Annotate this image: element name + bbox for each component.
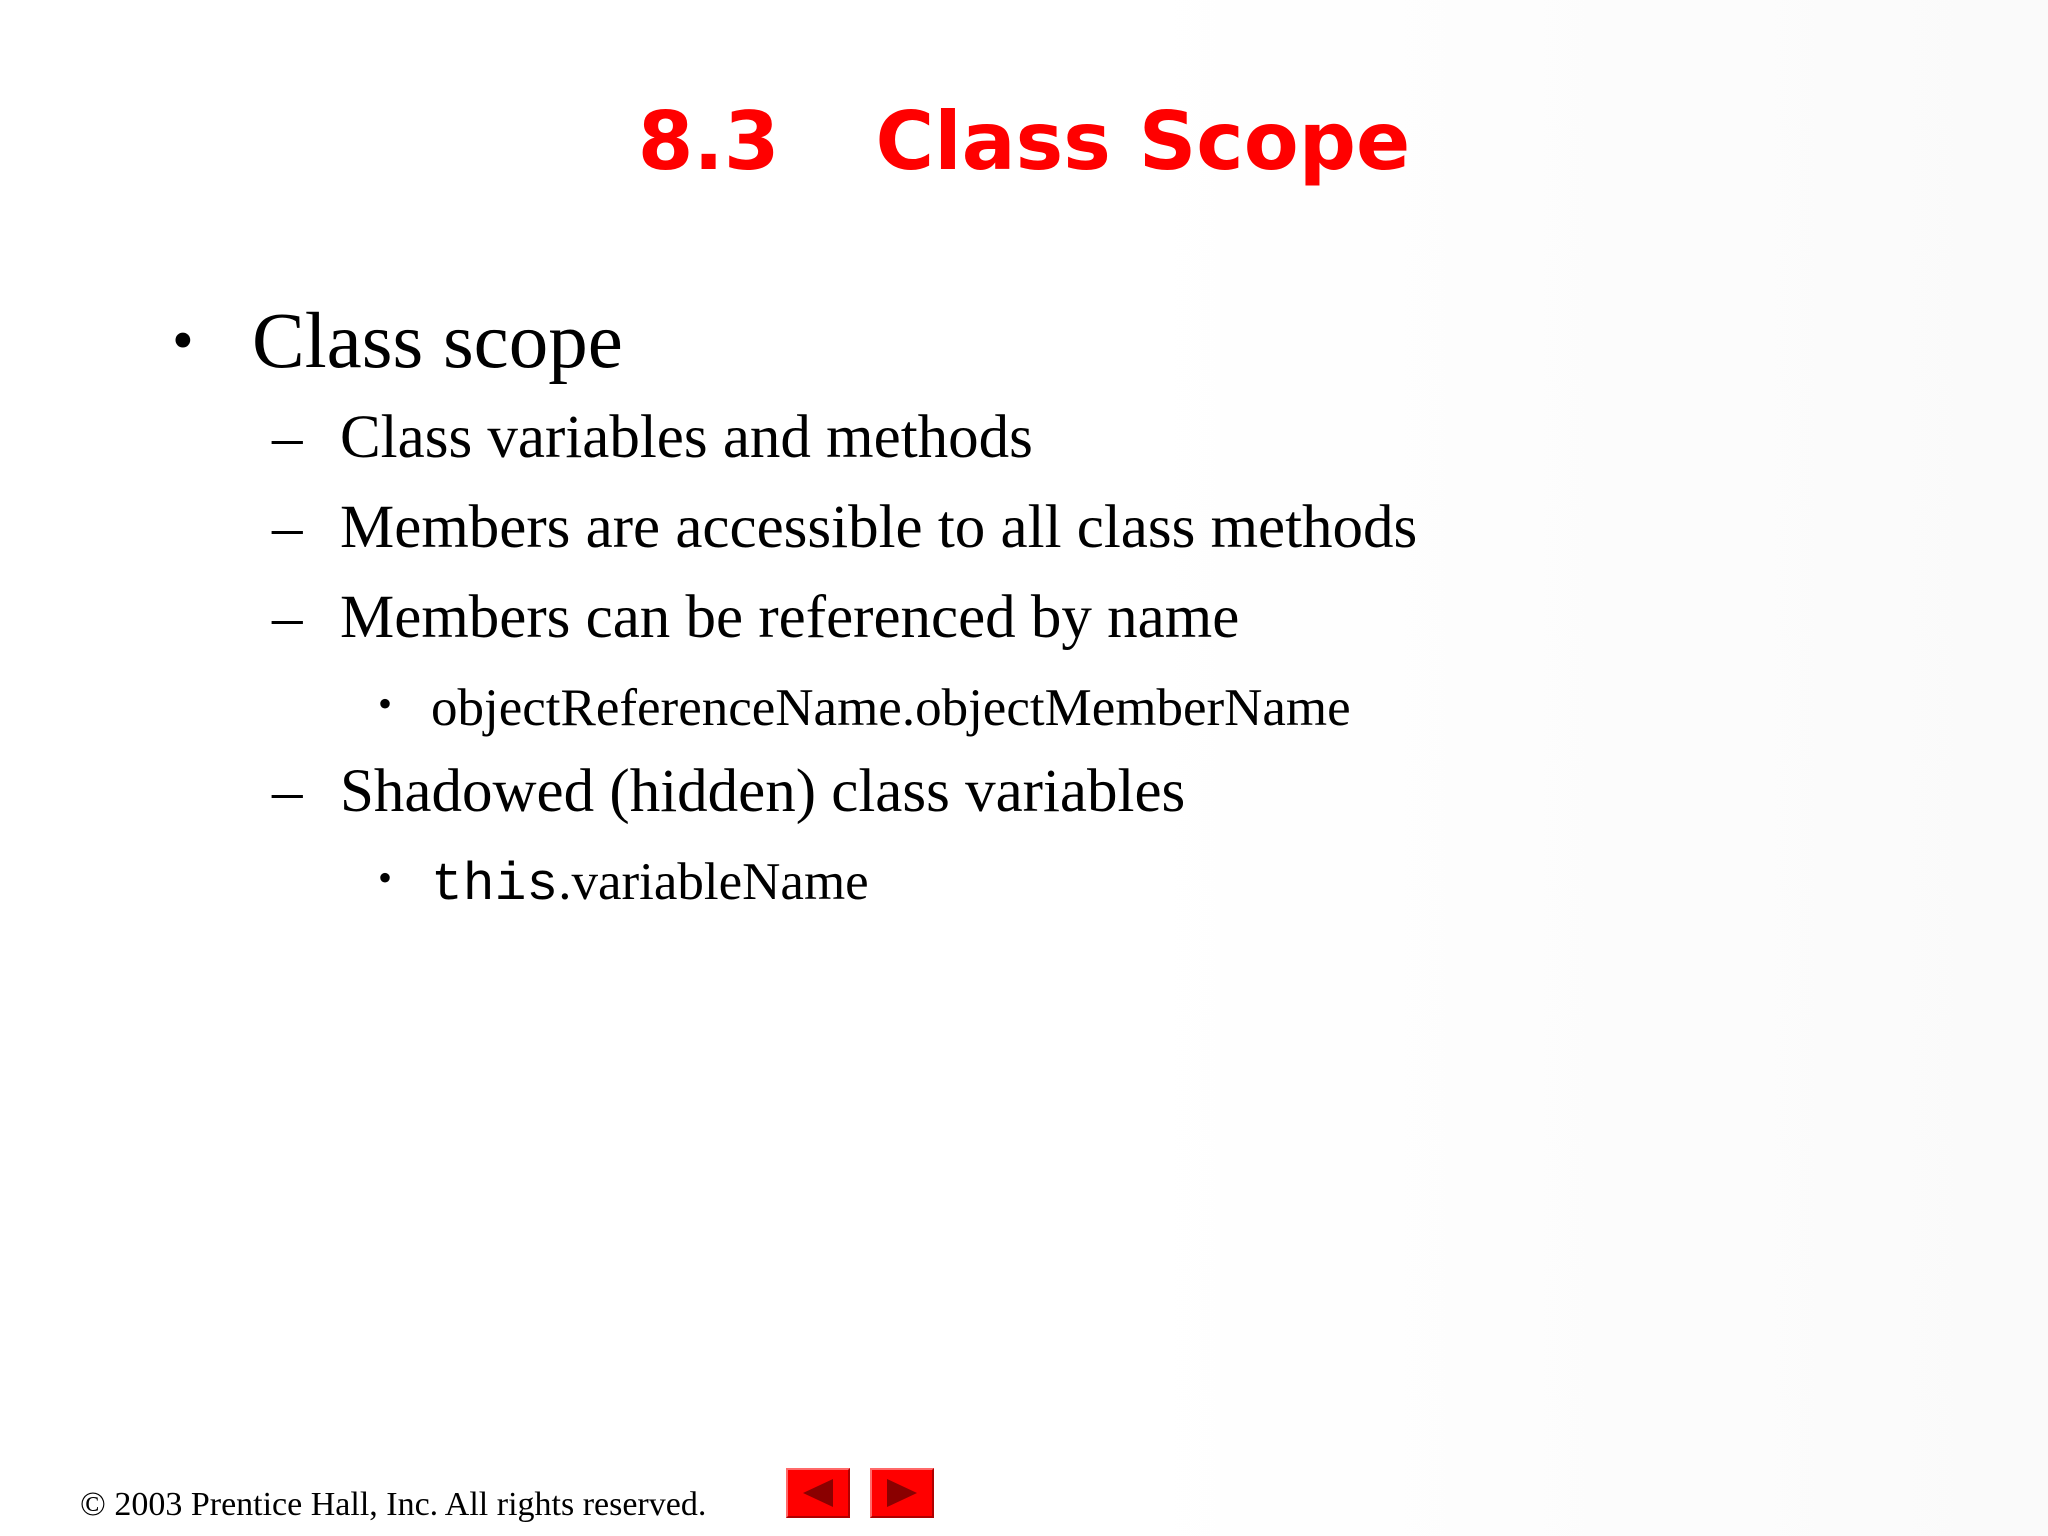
triangle-left-icon — [803, 1479, 833, 1507]
bullet-marker: • — [172, 307, 194, 375]
dash-marker: – — [272, 494, 303, 561]
triangle-right-icon — [887, 1479, 917, 1507]
bullet-marker: • — [378, 855, 393, 900]
copyright-footer: © 2003 Prentice Hall, Inc. All rights reserved. — [80, 1486, 707, 1523]
dash-marker: – — [272, 584, 303, 651]
sub-sub-bullet-text: .variableName — [558, 853, 869, 911]
sub-bullet-text: Members are accessible to all class methods — [340, 494, 1418, 561]
code-keyword: this — [431, 855, 559, 915]
dash-marker: – — [272, 404, 303, 471]
sub-bullet-text: Members can be referenced by name — [340, 584, 1240, 651]
previous-slide-button[interactable] — [786, 1468, 850, 1518]
bullet-text: Class scope — [252, 298, 623, 385]
sub-bullet-members-referenced — [272, 582, 1239, 654]
sub-sub-bullet-this-variable-name — [378, 847, 869, 916]
sub-bullet-class-variables — [272, 402, 1033, 474]
title-number: 8.3 — [637, 95, 780, 188]
bullet-class-scope — [172, 296, 623, 387]
sub-bullet-members-accessible — [272, 492, 1417, 564]
title-text: Class Scope — [875, 95, 1411, 188]
sub-sub-bullet-text: objectReferenceName.objectMemberName — [431, 679, 1351, 737]
bullet-marker: • — [378, 681, 393, 726]
sub-sub-bullet-object-member-name — [378, 673, 1351, 739]
slide-title — [0, 92, 2048, 192]
sub-bullet-text: Class variables and methods — [340, 404, 1033, 471]
sub-bullet-shadowed-variables — [272, 756, 1185, 828]
dash-marker: – — [272, 758, 303, 825]
next-slide-button[interactable] — [870, 1468, 934, 1518]
sub-bullet-text: Shadowed (hidden) class variables — [340, 758, 1186, 825]
